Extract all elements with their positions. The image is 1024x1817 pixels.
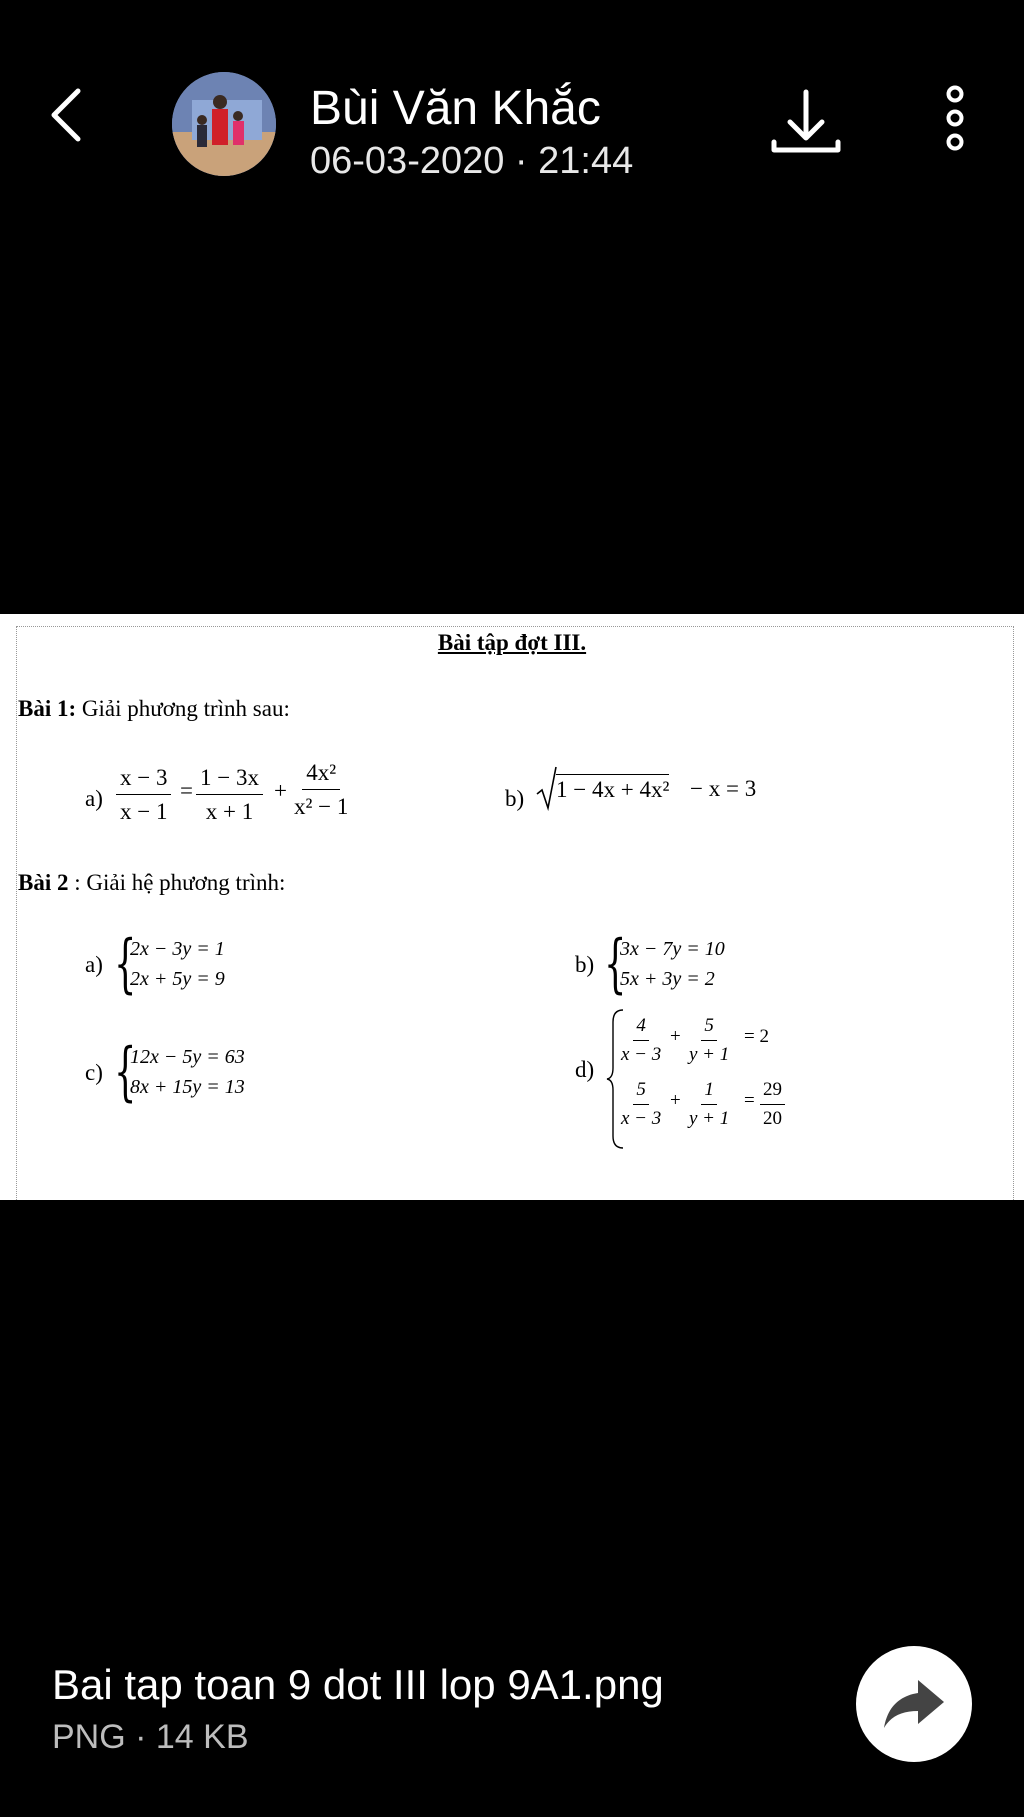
bai2-a-system: 2x − 3y = 1 2x + 5y = 9 [130,938,225,990]
bai2-d-label: d) [575,1057,595,1082]
bai2-a-label: a) [85,952,103,977]
download-button[interactable] [768,86,844,162]
document-title: Bài tập đợt III. [437,630,587,655]
bai1-a-fraction-3: $\frac{\text{4x²}}{\text{x² − 1}}$ [294,760,349,819]
bai1-heading: Bài 1: Giải phương trình sau: [18,696,290,721]
square-root-sign [536,764,558,812]
bai1-a-label: a) [85,786,103,811]
bai2-d-r1-rhs: = 2 [744,1026,769,1047]
bai2-d-r1-fraction-1: $\frac{4}{x - 3}$ [621,1015,662,1065]
bai2-d-r2-rhs-fraction: $\frac{29}{20}$ [760,1078,785,1131]
bai2-b-system: 3x − 7y = 10 5x + 3y = 2 [620,938,725,990]
bai2-d-r2-equals: = [744,1090,755,1111]
back-button[interactable] [40,80,90,150]
more-options-button[interactable] [930,80,980,160]
chevron-left-icon [48,87,82,143]
bai2-heading: Bài 2 : Giải hệ phương trình: [18,870,286,895]
share-arrow-icon [882,1676,946,1732]
bai1-b-label: b) [505,786,525,811]
bai2-c-brace: { [114,1035,137,1109]
bai1-b-rest: − x = 3 [690,776,757,801]
bai2-c-label: c) [85,1060,103,1085]
bai2-d-r2-fraction-2: $\frac{1}{y + 1}$ [689,1079,730,1129]
document-image[interactable] [0,614,1024,1200]
message-timestamp: 06-03-2020 · 21:44 [310,140,634,182]
download-icon [768,86,844,162]
bai2-d-r2-plus: + [670,1090,681,1111]
bai1-b-radicand: 1 − 4x + 4x² [556,774,669,803]
sender-name: Bùi Văn Khắc [310,82,601,135]
bai1-a-equals: = [180,778,193,803]
bai2-d-r2-fraction-1: $\frac{5}{x - 3}$ [621,1079,662,1129]
bai1-a-fraction-1: $\frac{x - 3}{x - 1}$ [116,764,171,825]
avatar-photo [172,72,276,176]
bai2-d-r1-fraction-2: $\frac{5}{y + 1}$ [689,1015,730,1065]
bai1-a-fraction-2: $\frac{1 - 3x}{x + 1}$ [196,764,263,825]
bai1-a-plus: + [274,778,287,803]
share-button[interactable] [856,1646,972,1762]
bai2-d-r1-plus: + [670,1026,681,1047]
file-meta: PNG · 14 KB [52,1718,249,1756]
bai2-c-system: 12x − 5y = 63 8x + 15y = 13 [130,1046,245,1098]
bai2-b-label: b) [575,952,595,977]
file-name: Bai tap toan 9 dot III lop 9A1.png [52,1661,664,1708]
bai2-b-brace: { [604,927,627,1001]
bai2-a-brace: { [114,927,137,1001]
avatar[interactable] [172,72,276,176]
more-vertical-icon [930,80,980,160]
